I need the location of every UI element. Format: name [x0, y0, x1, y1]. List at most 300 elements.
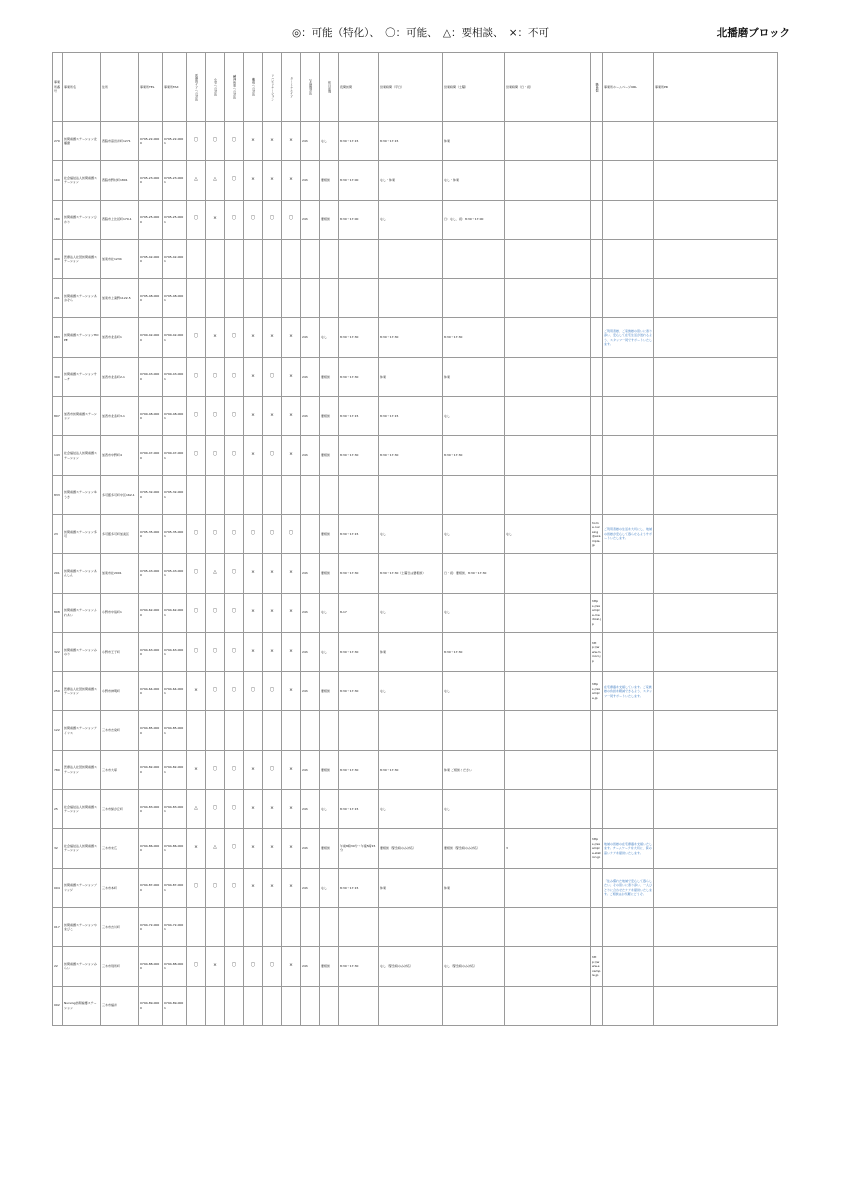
- table-cell: 三木市大塚: [101, 750, 139, 789]
- table-cell: [320, 711, 339, 750]
- table-cell: [603, 357, 654, 396]
- table-cell: ×: [282, 672, 301, 711]
- table-row: [53, 947, 778, 986]
- table-cell: 休業: [379, 357, 443, 396]
- table-cell: 小野市王子町: [101, 632, 139, 671]
- table-cell: [654, 239, 778, 278]
- column-header: 難病への対応: [244, 53, 263, 122]
- column-header: 事業所PR: [654, 53, 778, 122]
- column-header: 事業所名: [63, 53, 101, 122]
- column-header: 事業所ホームページURL: [603, 53, 654, 122]
- table-cell: なし（緊急時のみ対応）: [443, 947, 505, 986]
- table-cell: 24h: [301, 632, 320, 671]
- table-row: [53, 790, 778, 829]
- column-header: 医療的ケアへの対応: [187, 53, 206, 122]
- table-cell: ×: [206, 947, 225, 986]
- table-cell: [244, 711, 263, 750]
- table-cell: 社会福祉法人訪問看護ステーション: [63, 161, 101, 200]
- table-cell: ×: [282, 357, 301, 396]
- table-cell: [603, 200, 654, 239]
- table-cell: △: [206, 161, 225, 200]
- table-cell: 訪問看護ステーションHOPE: [63, 318, 101, 357]
- table-cell: 〇: [225, 122, 244, 161]
- table-cell: [282, 475, 301, 514]
- table-cell: [225, 279, 244, 318]
- table-cell: 8:30〜17:00: [339, 161, 379, 200]
- table-cell: 8:30〜17:15: [339, 790, 379, 829]
- table-cell: [591, 397, 603, 436]
- table-cell: ×: [244, 632, 263, 671]
- table-cell: ×: [244, 593, 263, 632]
- table-cell: ×: [244, 750, 263, 789]
- table-cell: 三木市緑が丘町: [101, 790, 139, 829]
- table-cell: 〇: [206, 514, 225, 553]
- table-cell: 医療法人社団訪問看護ステーション: [63, 239, 101, 278]
- table-cell: [187, 239, 206, 278]
- table-cell: [505, 475, 591, 514]
- table-cell: 〇: [187, 554, 206, 593]
- table-cell: [654, 357, 778, 396]
- table-cell: ×: [263, 554, 282, 593]
- table-cell: 0794-82-0001: [163, 750, 187, 789]
- table-cell: 〇: [263, 514, 282, 553]
- table-cell: 加西市北条町3-1: [101, 397, 139, 436]
- table-cell[interactable]: 「住み慣れた地域で安心して暮らしたい」その思いに寄り添い、一人ひとりに合わせたケアを提供いたします。ご相談はお気軽にどうぞ。: [603, 868, 654, 907]
- table-cell: 8:30〜17:30: [379, 436, 443, 475]
- table-cell: [505, 790, 591, 829]
- table-cell: 833: [53, 475, 63, 514]
- table-cell: 24h: [301, 593, 320, 632]
- table-cell: [591, 436, 603, 475]
- table-cell: 三木市吉川町: [101, 907, 139, 946]
- table-cell: 8:30〜17:30: [339, 632, 379, 671]
- table-cell: [505, 279, 591, 318]
- table-cell: 8:30〜17:30: [339, 318, 379, 357]
- table-cell: 0794-87-0001: [163, 868, 187, 907]
- table-cell: 〇: [225, 947, 244, 986]
- table-cell: [505, 711, 591, 750]
- table-cell: ×: [282, 397, 301, 436]
- table-cell: 8:30〜17:30: [339, 357, 379, 396]
- table-cell: 〇: [206, 790, 225, 829]
- table-cell: [339, 279, 379, 318]
- table-cell: home.nursing@example.jp: [591, 514, 603, 553]
- table-cell: 〇: [225, 554, 244, 593]
- table-cell: 8:30〜17:30: [443, 318, 505, 357]
- table-cell: 〇: [225, 672, 244, 711]
- table-cell: 0794-88-0000: [139, 947, 163, 986]
- table-row: [53, 632, 778, 671]
- table-cell: 西脇市上比延町170-1: [101, 200, 139, 239]
- table-cell: 社会福祉法人訪問看護ステーション: [63, 436, 101, 475]
- table-cell: [591, 907, 603, 946]
- table-cell: 要相談: [320, 750, 339, 789]
- table-cell: 〇: [225, 357, 244, 396]
- table-cell: [443, 986, 505, 1025]
- table-cell[interactable]: 在宅療養を支援しています。ご家族様の負担を軽減できるよう、スタッフ一同サポートいたします。: [603, 672, 654, 711]
- table-cell: 0794-85-0000: [139, 711, 163, 750]
- table-cell: [282, 907, 301, 946]
- table-cell: [654, 907, 778, 946]
- table-cell: [282, 239, 301, 278]
- table-cell: 807: [53, 397, 63, 436]
- table-cell: 訪問看護ステーションゆうき: [63, 475, 101, 514]
- table-cell: 要相談: [320, 436, 339, 475]
- table-cell: 24h: [301, 829, 320, 868]
- table-cell: [282, 986, 301, 1025]
- table-cell: 〇: [263, 672, 282, 711]
- table-cell: [591, 986, 603, 1025]
- table-cell: 8:30〜17:30: [339, 947, 379, 986]
- table-cell: 8:30〜17:30: [339, 554, 379, 593]
- table-cell: ×: [282, 161, 301, 200]
- table-cell: 0794-87-0000: [139, 868, 163, 907]
- table-cell: 24h: [301, 161, 320, 200]
- table-cell: なし（緊急時のみ対応）: [379, 947, 443, 986]
- table-cell: 訪問看護ステーションあおぞら: [63, 279, 101, 318]
- table-cell: [301, 514, 320, 553]
- table-cell: 〇: [187, 122, 206, 161]
- table-cell: △: [206, 829, 225, 868]
- table-cell: 休業: [443, 868, 505, 907]
- table-cell: [654, 868, 778, 907]
- table-cell: [603, 436, 654, 475]
- table-cell: [320, 279, 339, 318]
- table-cell: [603, 986, 654, 1025]
- table-cell: 8:30〜17:30: [443, 436, 505, 475]
- table-cell: [443, 239, 505, 278]
- table-cell: [206, 907, 225, 946]
- table-row: [53, 907, 778, 946]
- table-cell: 400: [53, 239, 63, 278]
- availability-legend: ◎：可能（特化）、 〇：可能、 △：要相談、 ×：不可: [292, 27, 550, 39]
- table-cell: 訪問看護ステーションアイリス: [63, 711, 101, 750]
- table-cell: [505, 200, 591, 239]
- table-cell: 780: [53, 750, 63, 789]
- table-cell: 〇: [225, 200, 244, 239]
- table-cell: 休業: [443, 122, 505, 161]
- table-cell: [206, 239, 225, 278]
- column-header: 夜間訪問: [339, 53, 379, 122]
- table-cell: なし: [320, 593, 339, 632]
- table-cell: [225, 475, 244, 514]
- table-cell: なし: [320, 868, 339, 907]
- table-cell: [206, 475, 225, 514]
- table-cell: 休業: [379, 632, 443, 671]
- table-cell: 201: [53, 554, 63, 593]
- table-cell: なし: [320, 122, 339, 161]
- table-cell: 24h: [301, 357, 320, 396]
- table-cell: [654, 279, 778, 318]
- table-cell: 〇: [206, 672, 225, 711]
- table-cell: [505, 947, 591, 986]
- table-cell: [654, 829, 778, 868]
- table-cell: 24h: [301, 790, 320, 829]
- table-cell: 〇: [187, 357, 206, 396]
- table-cell: 社会福祉法人訪問看護ステーション: [63, 790, 101, 829]
- table-cell: 訪問看護ステーションサーチ: [63, 357, 101, 396]
- table-cell: [379, 279, 443, 318]
- table-cell: 〇: [244, 200, 263, 239]
- table-cell: 23: [53, 514, 63, 553]
- table-cell: [654, 318, 778, 357]
- table-cell: ×: [206, 200, 225, 239]
- table-cell: [654, 397, 778, 436]
- table-cell: 〇: [244, 947, 263, 986]
- table-body: [53, 122, 778, 1026]
- table-cell: 0794-88-0001: [163, 947, 187, 986]
- table-cell: 加西市北条町1: [101, 318, 139, 357]
- table-cell: [263, 907, 282, 946]
- table-cell: 0790-47-0000: [139, 436, 163, 475]
- table-cell: 〇: [225, 750, 244, 789]
- table-cell: 8:30〜17:30: [379, 318, 443, 357]
- table-cell: 0790-48-0000: [139, 397, 163, 436]
- table-cell[interactable]: ご利用者様の生活を大切にし、地域の皆様が安心して暮らせるようサポートいたします。: [603, 514, 654, 553]
- table-cell: なし: [379, 790, 443, 829]
- table-cell: [505, 397, 591, 436]
- table-cell: ×: [263, 829, 282, 868]
- table-cell: 0794-64-0001: [163, 672, 187, 711]
- table-cell: [225, 239, 244, 278]
- table-cell: 0794-86-0000: [139, 829, 163, 868]
- table-cell: [603, 790, 654, 829]
- table-cell: [225, 907, 244, 946]
- table-cell: 0795-35-0001: [163, 514, 187, 553]
- table-cell: 100: [53, 161, 63, 200]
- table-cell: 0795-48-0001: [163, 279, 187, 318]
- table-cell: [282, 279, 301, 318]
- table-cell: ×: [282, 868, 301, 907]
- table-cell: 三木市本町: [101, 868, 139, 907]
- table-cell: 〇: [206, 397, 225, 436]
- table-cell: [206, 986, 225, 1025]
- table-cell: [505, 672, 591, 711]
- table-cell: 多可郡多可町加美区: [101, 514, 139, 553]
- table-cell: 〇: [263, 947, 282, 986]
- table-cell: 22: [53, 947, 63, 986]
- table-cell: [263, 239, 282, 278]
- table-cell: 250: [53, 672, 63, 711]
- table-cell: [505, 161, 591, 200]
- table-cell: http://www.minori.jp: [591, 632, 603, 671]
- table-cell: 0794-72-0000: [139, 907, 163, 946]
- table-cell: 24h: [301, 750, 320, 789]
- table-cell: [339, 986, 379, 1025]
- table-cell: なし: [443, 593, 505, 632]
- table-cell: [591, 554, 603, 593]
- table-cell: 〇: [282, 514, 301, 553]
- table-cell: 0795-42-0001: [163, 239, 187, 278]
- table-cell: [591, 161, 603, 200]
- table-cell: 0794-63-0001: [163, 632, 187, 671]
- table-cell: 808: [53, 593, 63, 632]
- table-cell: 0794-89-0001: [163, 986, 187, 1025]
- table-cell: ×: [187, 829, 206, 868]
- table-cell: ×: [244, 357, 263, 396]
- table-cell: ×: [206, 318, 225, 357]
- table-cell[interactable]: 地域の皆様の在宅療養を支援いたします。チームワークを大切に、質の高いケアを提供いたします。: [603, 829, 654, 868]
- table-cell: △: [206, 554, 225, 593]
- table-cell: [187, 475, 206, 514]
- table-cell: [603, 554, 654, 593]
- table-cell: 0794-72-0001: [163, 907, 187, 946]
- table-cell: なし: [505, 514, 591, 553]
- table-cell: ×: [282, 122, 301, 161]
- table-cell: 〇: [263, 436, 282, 475]
- table-cell: 加東市上滝野1122-5: [101, 279, 139, 318]
- table-cell: 小野市神明町: [101, 672, 139, 711]
- column-header: 休日訪問: [320, 53, 339, 122]
- table-cell: [603, 279, 654, 318]
- table-cell: 8:30〜17:30: [339, 672, 379, 711]
- table-cell: 要相談: [320, 554, 339, 593]
- table-cell: ×: [282, 829, 301, 868]
- table-cell: 日：なし、祝：8:30〜17:00: [443, 200, 505, 239]
- table-cell: 〇: [225, 161, 244, 200]
- table-cell: ×: [244, 161, 263, 200]
- table-cell: [379, 907, 443, 946]
- table-cell: [443, 711, 505, 750]
- table-cell: [505, 357, 591, 396]
- table-cell: [505, 868, 591, 907]
- table-cell: [591, 790, 603, 829]
- table-cell: [505, 593, 591, 632]
- table-cell: 0794-63-0000: [139, 632, 163, 671]
- table-cell: [654, 475, 778, 514]
- table-cell: 三木市別所町: [101, 947, 139, 986]
- table-cell: [654, 161, 778, 200]
- table-cell: 午前8時30分〜午後5時15分: [339, 829, 379, 868]
- table-cell: なし: [443, 514, 505, 553]
- table-cell: 0794-86-0001: [163, 829, 187, 868]
- table-cell: 8:30〜17:30: [339, 436, 379, 475]
- table-cell: 0790-42-0000: [139, 318, 163, 357]
- table-cell: 0795-25-0000: [139, 200, 163, 239]
- table-cell: [505, 239, 591, 278]
- table-cell: 0794-83-0000: [139, 790, 163, 829]
- table-cell: [603, 632, 654, 671]
- table-cell: ×: [263, 318, 282, 357]
- table-cell: 〇: [225, 790, 244, 829]
- table-cell: [505, 986, 591, 1025]
- column-header: 精神疾患への対応: [225, 53, 244, 122]
- table-cell: [603, 711, 654, 750]
- table-cell: [320, 907, 339, 946]
- table-cell: 25: [53, 790, 63, 829]
- table-cell: [654, 711, 778, 750]
- table-cell: [603, 907, 654, 946]
- table-cell: 要相談: [320, 161, 339, 200]
- table-cell: 日・祝：要相談、8:30〜17:30: [443, 554, 505, 593]
- table-cell: 0790-48-0001: [163, 397, 187, 436]
- table-cell: ×: [244, 790, 263, 829]
- table-cell: 〇: [187, 397, 206, 436]
- table-row: [53, 475, 778, 514]
- table-row: [53, 750, 778, 789]
- table-cell: なし: [379, 593, 443, 632]
- table-cell: 訪問看護ステーションみのり: [63, 632, 101, 671]
- table-cell: [654, 672, 778, 711]
- table-cell: ×: [282, 632, 301, 671]
- table-cell: ×: [282, 436, 301, 475]
- table-cell: 0794-83-0001: [163, 790, 187, 829]
- table-row: [53, 318, 778, 357]
- table-cell: [654, 986, 778, 1025]
- table-cell: 〇: [206, 122, 225, 161]
- column-header: 事業所FAX: [163, 53, 187, 122]
- table-cell: 〇: [187, 200, 206, 239]
- table-cell: 32: [53, 829, 63, 868]
- table-cell: 要相談: [320, 947, 339, 986]
- table-cell: 加東市社2001: [101, 554, 139, 593]
- table-cell: なし: [443, 790, 505, 829]
- table-cell: 0795-35-0000: [139, 514, 163, 553]
- table-cell: ×: [263, 790, 282, 829]
- table-cell: [187, 279, 206, 318]
- table-cell: なし・休業: [443, 161, 505, 200]
- table-cell: 訪問看護ステーションやまびこ: [63, 907, 101, 946]
- table-cell: 〇: [225, 397, 244, 436]
- table-cell: 医療法人社団訪問看護ステーション: [63, 672, 101, 711]
- table-cell: 8:30〜17:15: [339, 868, 379, 907]
- table-row: [53, 436, 778, 475]
- table-cell: [320, 475, 339, 514]
- table-cell: 〇: [263, 357, 282, 396]
- table-cell: [301, 279, 320, 318]
- table-cell: [244, 907, 263, 946]
- table-cell: ×: [244, 436, 263, 475]
- table-cell: 要相談（緊急時のみ対応）: [379, 829, 443, 868]
- table-cell: 訪問看護ステーションひかり: [63, 200, 101, 239]
- table-row: [53, 868, 778, 907]
- table-cell: 24h: [301, 122, 320, 161]
- table-row: [53, 122, 778, 161]
- table-cell: なし: [379, 200, 443, 239]
- table-cell: https://example-medical.jp: [591, 593, 603, 632]
- table-cell: [187, 907, 206, 946]
- table-cell: [320, 239, 339, 278]
- table-cell: 加西市訪問看護ステーション: [63, 397, 101, 436]
- table-cell: 要相談（緊急時のみ対応）: [443, 829, 505, 868]
- table-cell: [654, 122, 778, 161]
- table-cell: 加西市北条町2-1: [101, 357, 139, 396]
- table-row: [53, 829, 778, 868]
- column-header: 事業所TEL: [139, 53, 163, 122]
- table-cell: [379, 711, 443, 750]
- table-cell: [505, 318, 591, 357]
- table-cell: 0795-23-0001: [163, 161, 187, 200]
- table-cell: ×: [263, 632, 282, 671]
- table-row: [53, 711, 778, 750]
- table-cell: [654, 593, 778, 632]
- table-cell[interactable]: ご利用者様、ご家族様の思いに寄り添い、安心して在宅生活が送れるよう、スタッフ一同でサポートいたします。: [603, 318, 654, 357]
- table-cell: ×: [244, 122, 263, 161]
- table-cell: 0794-85-0001: [163, 711, 187, 750]
- table-cell: [654, 514, 778, 553]
- table-cell: [654, 750, 778, 789]
- table-cell: [603, 750, 654, 789]
- table-cell: 002: [53, 986, 63, 1025]
- table-cell: なし: [443, 672, 505, 711]
- table-cell: [603, 397, 654, 436]
- column-header: 事業所番号: [53, 53, 63, 122]
- table-cell: ×: [244, 397, 263, 436]
- table-cell: 〇: [187, 632, 206, 671]
- table-cell: 3: [505, 829, 591, 868]
- table-cell: [591, 475, 603, 514]
- table-cell: 0790-43-0001: [163, 357, 187, 396]
